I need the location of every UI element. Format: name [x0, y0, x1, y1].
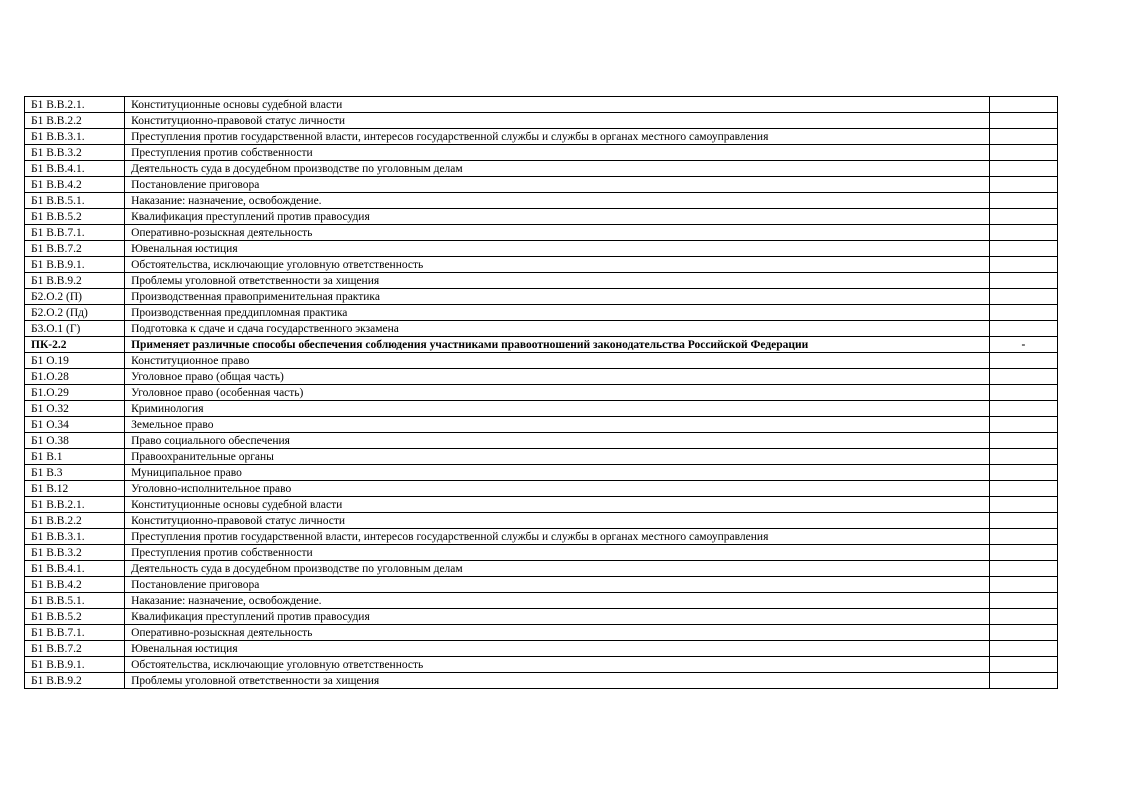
row-mark	[989, 161, 1057, 177]
row-title: Земельное право	[125, 417, 990, 433]
table-row	[25, 129, 1058, 145]
row-code: Б1 В.В.7.1.	[25, 225, 125, 241]
row-title: Наказание: назначение, освобождение.	[125, 593, 990, 609]
row-title: Преступления против государственной власти, интересов государственной службы и службы в органах местного самоуправления	[125, 129, 990, 145]
table-row	[25, 97, 1058, 113]
row-mark	[989, 225, 1057, 241]
row-mark	[989, 273, 1057, 289]
table-row	[25, 561, 1058, 577]
row-title: Преступления против собственности	[125, 545, 990, 561]
table-row	[25, 289, 1058, 305]
row-mark: -	[989, 337, 1057, 353]
row-mark	[989, 417, 1057, 433]
table-row	[25, 385, 1058, 401]
row-title: Производственная правоприменительная практика	[125, 289, 990, 305]
row-title: Право социального обеспечения	[125, 433, 990, 449]
table-row	[25, 145, 1058, 161]
row-mark	[989, 257, 1057, 273]
row-mark	[989, 513, 1057, 529]
row-mark	[989, 641, 1057, 657]
table-row	[25, 529, 1058, 545]
table-row	[25, 209, 1058, 225]
row-title: Муниципальное право	[125, 465, 990, 481]
table-body	[25, 97, 1058, 689]
table-row	[25, 241, 1058, 257]
table-row	[25, 225, 1058, 241]
row-title: Применяет различные способы обеспечения соблюдения участниками правоотношений законодательства Российской Федерации	[125, 337, 990, 353]
row-code: Б1 О.38	[25, 433, 125, 449]
table-row	[25, 161, 1058, 177]
table-row	[25, 465, 1058, 481]
table-row	[25, 193, 1058, 209]
table-row	[25, 497, 1058, 513]
table-row	[25, 673, 1058, 689]
row-code: Б1 В.В.9.2	[25, 273, 125, 289]
row-mark	[989, 209, 1057, 225]
row-code: Б1 В.В.9.1.	[25, 657, 125, 673]
table-row	[25, 113, 1058, 129]
table-row	[25, 481, 1058, 497]
row-code: Б1 В.В.2.1.	[25, 97, 125, 113]
row-mark	[989, 177, 1057, 193]
competency-table	[24, 96, 1058, 689]
competency-heading-row	[25, 337, 1058, 353]
table-row	[25, 657, 1058, 673]
row-title: Конституционные основы судебной власти	[125, 497, 990, 513]
row-code: Б1 В.В.4.1.	[25, 561, 125, 577]
row-title: Проблемы уголовной ответственности за хищения	[125, 673, 990, 689]
row-code: Б1.О.29	[25, 385, 125, 401]
row-mark	[989, 145, 1057, 161]
row-mark	[989, 593, 1057, 609]
row-title: Уголовно-исполнительное право	[125, 481, 990, 497]
row-code: Б1 В.В.3.1.	[25, 129, 125, 145]
row-title: Наказание: назначение, освобождение.	[125, 193, 990, 209]
row-mark	[989, 433, 1057, 449]
row-mark	[989, 97, 1057, 113]
table-row	[25, 369, 1058, 385]
row-mark	[989, 497, 1057, 513]
row-code: Б3.О.1 (Г)	[25, 321, 125, 337]
row-mark	[989, 657, 1057, 673]
table-row	[25, 417, 1058, 433]
row-code: Б1 В.В.2.2	[25, 513, 125, 529]
table-row	[25, 177, 1058, 193]
row-mark	[989, 625, 1057, 641]
table-row	[25, 513, 1058, 529]
table-row	[25, 305, 1058, 321]
row-title: Конституционное право	[125, 353, 990, 369]
row-code: Б1 В.В.5.1.	[25, 593, 125, 609]
row-code: Б2.О.2 (Пд)	[25, 305, 125, 321]
row-mark	[989, 193, 1057, 209]
row-title: Обстоятельства, исключающие уголовную ответственность	[125, 657, 990, 673]
row-mark	[989, 241, 1057, 257]
table-row	[25, 401, 1058, 417]
row-title: Преступления против государственной власти, интересов государственной службы и службы в органах местного самоуправления	[125, 529, 990, 545]
row-mark	[989, 385, 1057, 401]
row-code: Б1 В.12	[25, 481, 125, 497]
row-title: Проблемы уголовной ответственности за хищения	[125, 273, 990, 289]
row-code: Б1 О.34	[25, 417, 125, 433]
row-code: Б1 В.В.7.1.	[25, 625, 125, 641]
row-title: Правоохранительные органы	[125, 449, 990, 465]
row-mark	[989, 561, 1057, 577]
table-row	[25, 609, 1058, 625]
table-row	[25, 257, 1058, 273]
row-code: Б1 В.В.2.1.	[25, 497, 125, 513]
table-row	[25, 641, 1058, 657]
row-title: Уголовное право (особенная часть)	[125, 385, 990, 401]
row-code: Б1 В.1	[25, 449, 125, 465]
row-title: Оперативно-розыскная деятельность	[125, 225, 990, 241]
row-code: Б1 В.В.9.1.	[25, 257, 125, 273]
row-code: Б1 В.В.5.1.	[25, 193, 125, 209]
row-title: Производственная преддипломная практика	[125, 305, 990, 321]
row-code: Б1 В.В.4.2	[25, 177, 125, 193]
row-code: Б1 В.В.9.2	[25, 673, 125, 689]
row-title: Криминология	[125, 401, 990, 417]
table-row	[25, 593, 1058, 609]
table-row	[25, 625, 1058, 641]
row-mark	[989, 609, 1057, 625]
row-mark	[989, 577, 1057, 593]
table-row	[25, 577, 1058, 593]
row-title: Постановление приговора	[125, 177, 990, 193]
row-mark	[989, 321, 1057, 337]
table-row	[25, 433, 1058, 449]
row-code: Б1 В.В.3.2	[25, 145, 125, 161]
row-title: Конституционно-правовой статус личности	[125, 513, 990, 529]
row-title: Ювенальная юстиция	[125, 641, 990, 657]
row-mark	[989, 305, 1057, 321]
row-code: Б1 В.В.5.2	[25, 609, 125, 625]
row-title: Конституционно-правовой статус личности	[125, 113, 990, 129]
row-title: Подготовка к сдаче и сдача государственного экзамена	[125, 321, 990, 337]
row-mark	[989, 529, 1057, 545]
row-title: Деятельность суда в досудебном производстве по уголовным делам	[125, 561, 990, 577]
row-mark	[989, 129, 1057, 145]
row-mark	[989, 401, 1057, 417]
row-title: Конституционные основы судебной власти	[125, 97, 990, 113]
row-mark	[989, 289, 1057, 305]
row-title: Квалификация преступлений против правосудия	[125, 609, 990, 625]
table-row	[25, 449, 1058, 465]
table-row	[25, 273, 1058, 289]
row-code: Б1 В.3	[25, 465, 125, 481]
row-code: Б1 В.В.3.1.	[25, 529, 125, 545]
row-code: Б1 В.В.7.2	[25, 241, 125, 257]
row-mark	[989, 545, 1057, 561]
row-mark	[989, 113, 1057, 129]
row-code: Б1 О.32	[25, 401, 125, 417]
row-mark	[989, 481, 1057, 497]
row-title: Квалификация преступлений против правосудия	[125, 209, 990, 225]
table-row	[25, 545, 1058, 561]
row-code: Б2.О.2 (П)	[25, 289, 125, 305]
row-code: Б1 В.В.3.2	[25, 545, 125, 561]
row-code: Б1 В.В.4.1.	[25, 161, 125, 177]
row-code: Б1 В.В.7.2	[25, 641, 125, 657]
row-code: Б1.О.28	[25, 369, 125, 385]
row-mark	[989, 369, 1057, 385]
row-title: Уголовное право (общая часть)	[125, 369, 990, 385]
row-code: Б1 В.В.2.2	[25, 113, 125, 129]
row-title: Деятельность суда в досудебном производстве по уголовным делам	[125, 161, 990, 177]
table-row	[25, 353, 1058, 369]
table-row	[25, 321, 1058, 337]
row-title: Обстоятельства, исключающие уголовную ответственность	[125, 257, 990, 273]
row-code: Б1 В.В.4.2	[25, 577, 125, 593]
row-code: Б1 В.В.5.2	[25, 209, 125, 225]
row-title: Оперативно-розыскная деятельность	[125, 625, 990, 641]
row-mark	[989, 353, 1057, 369]
row-mark	[989, 465, 1057, 481]
row-mark	[989, 449, 1057, 465]
row-code: ПК-2.2	[25, 337, 125, 353]
row-mark	[989, 673, 1057, 689]
row-code: Б1 О.19	[25, 353, 125, 369]
row-title: Преступления против собственности	[125, 145, 990, 161]
row-title: Ювенальная юстиция	[125, 241, 990, 257]
row-title: Постановление приговора	[125, 577, 990, 593]
